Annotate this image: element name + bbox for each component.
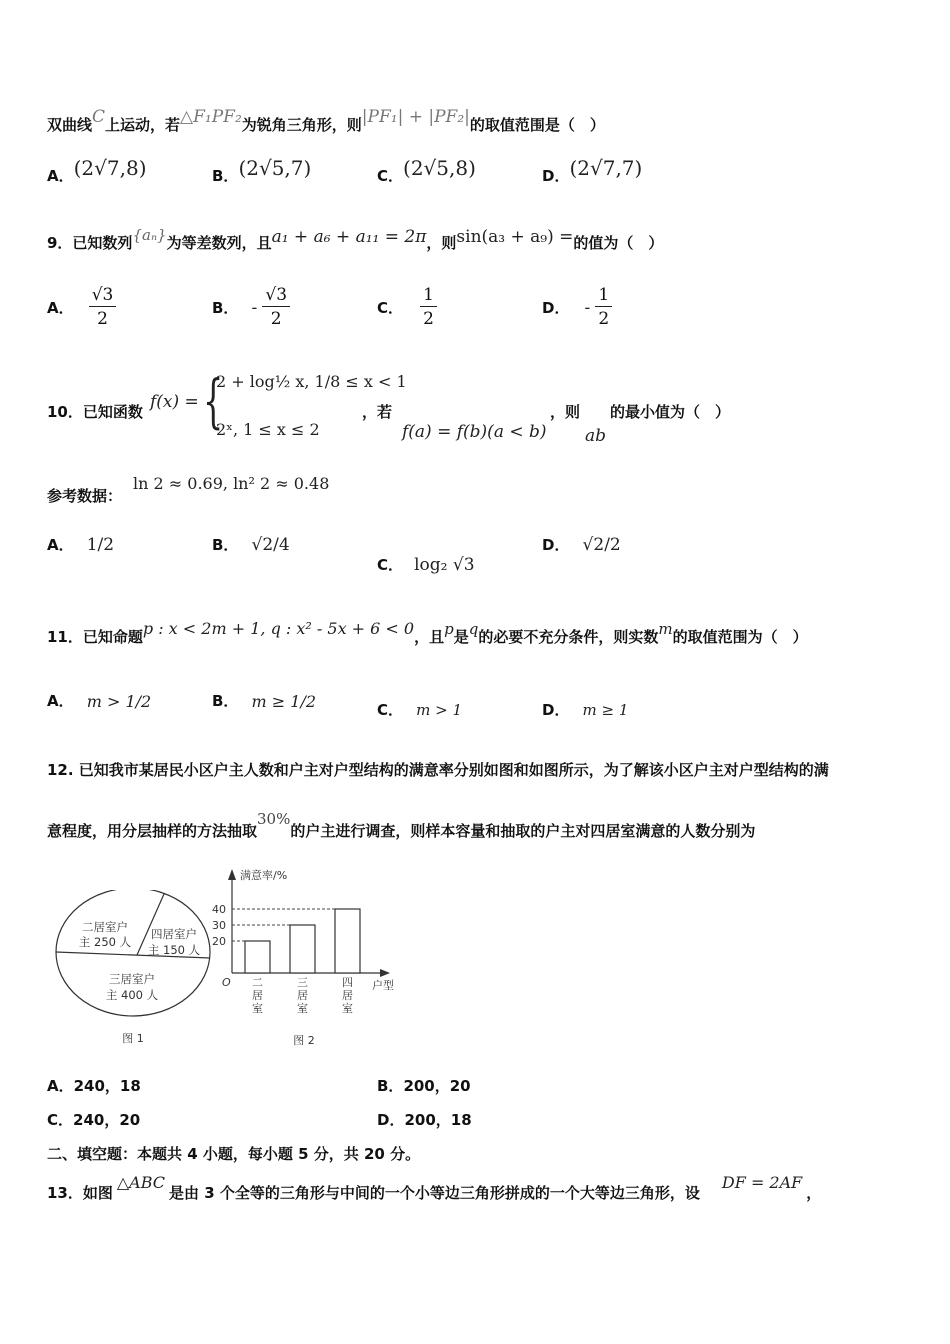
q10-text-4: 的最小值为（ ） — [610, 403, 731, 421]
pie-sector-1-line1: 二居室户 — [82, 920, 128, 934]
q8-text-1: 双曲线 — [47, 116, 93, 134]
bar-chart-caption: 图 2 — [293, 1034, 315, 1047]
option-label: C． — [47, 1111, 74, 1129]
option-fraction — [595, 284, 612, 331]
q10-case-2: 2ˣ, 1 ≤ x ≤ 2 — [216, 420, 320, 439]
x-tick-label-char: 居 — [252, 989, 263, 1002]
x-axis-label: 户型 — [372, 979, 394, 992]
pie-sector-2-line2: 主 150 人 — [147, 943, 201, 957]
q13-condition: DF = 2AF — [721, 1173, 803, 1192]
q8-option-d[interactable] — [542, 156, 643, 186]
fraction-numerator: √3 — [89, 284, 117, 307]
option-value: √2/2 — [582, 534, 621, 555]
q9-option-b[interactable] — [212, 284, 290, 331]
option-label: A． — [47, 536, 74, 554]
option-value: m ≥ 1 — [582, 701, 629, 719]
q10-option-a[interactable] — [47, 534, 114, 555]
bar-3 — [335, 909, 360, 973]
option-sign: - — [584, 297, 591, 318]
q11-option-b[interactable] — [212, 690, 316, 711]
x-axis-arrow — [380, 969, 390, 977]
q10-brace: { — [203, 367, 224, 435]
q12-text-a: 意程度，用分层抽样的方法抽取 — [47, 822, 258, 840]
q12-line-2 — [47, 810, 756, 841]
option-value: m > 1/2 — [86, 692, 152, 711]
x-tick-label-char: 室 — [342, 1002, 353, 1015]
q9-sequence: {aₙ} — [132, 226, 167, 244]
option-label: B． — [212, 536, 239, 554]
q9-option-a[interactable] — [47, 284, 116, 331]
q10-text-3: ，则 — [550, 403, 581, 421]
fraction-numerator: √3 — [262, 284, 290, 307]
option-label: A． — [47, 167, 74, 185]
q11-var-p: p — [444, 620, 454, 638]
x-tick-label-char: 居 — [342, 989, 353, 1002]
x-tick-label-char: 三 — [297, 976, 308, 989]
option-value: m > 1 — [416, 701, 462, 719]
origin-label: O — [222, 976, 231, 989]
q8-text-4: 的取值范围是（ ） — [469, 116, 605, 134]
bar-1 — [245, 941, 270, 973]
q11-option-c[interactable] — [377, 699, 462, 720]
option-label: D． — [542, 167, 570, 185]
option-label: B． — [212, 167, 239, 185]
pie-caption: 图 1 — [122, 1032, 144, 1045]
option-label: C． — [377, 556, 404, 574]
q8-stem — [47, 107, 605, 135]
q13-text-1: 13．如图 — [47, 1184, 113, 1202]
x-tick-label-char: 二 — [252, 976, 263, 989]
q13-stem — [47, 1173, 822, 1203]
q10-ab: ab — [585, 426, 607, 446]
q12-line-1: 12. 已知我市某居民小区户主人数和户主对户型结构的满意率分别如图和如图所示，为了解该小区户主对户型结构的满 — [47, 761, 829, 779]
bar-2 — [290, 925, 315, 973]
fraction-denominator: 2 — [270, 309, 282, 329]
option-label: D． — [542, 299, 570, 317]
q9-text-4: 的值为（ ） — [573, 234, 664, 252]
q12-option-d[interactable] — [377, 1109, 472, 1130]
fraction-denominator: 2 — [423, 309, 434, 329]
option-fraction — [262, 284, 290, 331]
option-label: D． — [542, 536, 570, 554]
option-value: (2√5,8) — [403, 156, 476, 180]
option-value: m ≥ 1/2 — [251, 692, 317, 711]
q9-text-2: 为等差数列，且 — [166, 234, 272, 252]
option-label: C． — [377, 299, 404, 317]
option-label: C． — [377, 701, 404, 719]
fraction-denominator: 2 — [598, 309, 610, 329]
y-tick-label: 40 — [212, 903, 226, 916]
q8-text-2: 上运动，若 — [105, 116, 181, 134]
option-fraction — [89, 284, 117, 331]
q8-triangle: △F₁PF₂ — [180, 107, 242, 127]
q8-option-a[interactable] — [47, 156, 147, 186]
q11-text-5: 的取值范围为（ ） — [672, 628, 808, 646]
pie-sector-3-line2: 主 400 人 — [105, 988, 159, 1002]
q10-condition: f(a) = f(b)(a < b) — [402, 422, 547, 442]
q11-option-d[interactable] — [542, 699, 628, 720]
q8-expression: |PF₁| + |PF₂| — [361, 107, 470, 127]
q11-text-1: 11．已知命题 — [47, 628, 143, 646]
x-tick-label-char: 室 — [297, 1002, 308, 1015]
option-label: C． — [377, 167, 404, 185]
q10-reference-data: ln 2 ≈ 0.69, ln² 2 ≈ 0.48 — [133, 474, 330, 493]
q11-text-4: 的必要不充分条件，则实数 — [478, 628, 659, 646]
pie-figure — [50, 890, 220, 1050]
option-value: 240，20 — [73, 1111, 141, 1129]
bar-chart — [210, 862, 410, 1052]
option-label: A． — [47, 692, 74, 710]
option-label: B． — [212, 299, 239, 317]
q12-percent: 30% — [257, 810, 291, 828]
q9-option-c[interactable] — [377, 284, 437, 331]
q9-expression: sin(a₃ + a₉) = — [456, 227, 574, 247]
pie-sector-3-line1: 三居室户 — [109, 972, 155, 986]
option-value: (2√7,7) — [569, 156, 643, 180]
q10-case-1: 2 + log½ x, 1/8 ≤ x < 1 — [216, 372, 407, 391]
option-label: B． — [377, 1077, 404, 1095]
q11-text-3: 是 — [453, 628, 469, 646]
section-2-heading: 二、填空题：本题共 4 小题，每小题 5 分，共 20 分。 — [47, 1145, 421, 1163]
q8-text-3: 为锐角三角形，则 — [241, 116, 362, 134]
option-sign: - — [251, 297, 258, 318]
option-value: 200，20 — [403, 1077, 471, 1095]
option-label: D． — [542, 701, 570, 719]
pie-sector-2-line1: 四居室户 — [151, 927, 197, 941]
option-label: D． — [377, 1111, 405, 1129]
q9-condition: a₁ + a₆ + a₁₁ = 2π — [271, 227, 427, 247]
q10-text-1: 10．已知函数 — [47, 403, 143, 421]
q10-option-b[interactable] — [212, 534, 290, 555]
option-value: 240，18 — [73, 1077, 141, 1095]
q11-text-2: ，且 — [414, 628, 445, 646]
option-value: √2/4 — [251, 534, 290, 555]
q9-stem — [47, 226, 664, 253]
q12-option-a[interactable] — [47, 1075, 141, 1096]
option-value: (2√5,7) — [238, 156, 312, 180]
q13-text-2: 是由 3 个全等的三角形与中间的一个小等边三角形拼成的一个大等边三角形，设 — [169, 1184, 700, 1202]
x-tick-label-char: 四 — [342, 976, 353, 989]
q8-option-c[interactable] — [377, 156, 476, 186]
fraction-numerator: 1 — [595, 284, 612, 307]
option-label: B． — [212, 692, 239, 710]
pie-sector-1-line2: 主 250 人 — [78, 935, 132, 949]
q10-function-name: f(x) = — [150, 392, 199, 412]
q8-var-c: C — [92, 107, 106, 127]
q11-var-q: q — [468, 620, 479, 638]
q10-option-c[interactable] — [377, 554, 475, 575]
q12-option-c[interactable] — [47, 1109, 140, 1130]
option-value: (2√7,8) — [73, 156, 147, 180]
q13-text-3: ， — [806, 1184, 822, 1202]
q12-option-b[interactable] — [377, 1075, 471, 1096]
option-value: log₂ √3 — [414, 555, 475, 575]
y-tick-label: 30 — [212, 919, 226, 932]
bars-layer — [212, 903, 360, 1015]
q9-option-d[interactable] — [542, 284, 612, 331]
fraction-numerator: 1 — [420, 284, 437, 307]
option-value: 1/2 — [86, 534, 115, 555]
q9-text-3: ，则 — [426, 234, 457, 252]
option-label: A． — [47, 1077, 74, 1095]
x-tick-label-char: 居 — [297, 989, 308, 1002]
option-value: 200，18 — [404, 1111, 472, 1129]
q13-triangle: △ABC — [116, 1173, 166, 1192]
q11-option-a[interactable] — [47, 690, 151, 711]
option-label: A． — [47, 299, 74, 317]
q9-text-1: 9．已知数列 — [47, 234, 133, 252]
x-tick-label-char: 室 — [252, 1002, 263, 1015]
q11-var-m: m — [658, 620, 673, 638]
q11-propositions: p : x < 2m + 1, q : x² - 5x + 6 < 0 — [142, 619, 415, 638]
fraction-denominator: 2 — [97, 309, 108, 329]
q10-option-d[interactable] — [542, 534, 621, 555]
y-tick-label: 20 — [212, 935, 226, 948]
y-axis-arrow — [228, 869, 236, 880]
q11-stem — [47, 619, 808, 647]
option-fraction — [420, 284, 437, 331]
q10-text-2: ，若 — [362, 403, 393, 421]
y-axis-label: 满意率/% — [240, 869, 288, 882]
q12-text-b: 的户主进行调查，则样本容量和抽取的户主对四居室满意的人数分别为 — [290, 822, 756, 840]
q8-option-b[interactable] — [212, 156, 312, 186]
q10-reference-label: 参考数据： — [47, 487, 123, 505]
